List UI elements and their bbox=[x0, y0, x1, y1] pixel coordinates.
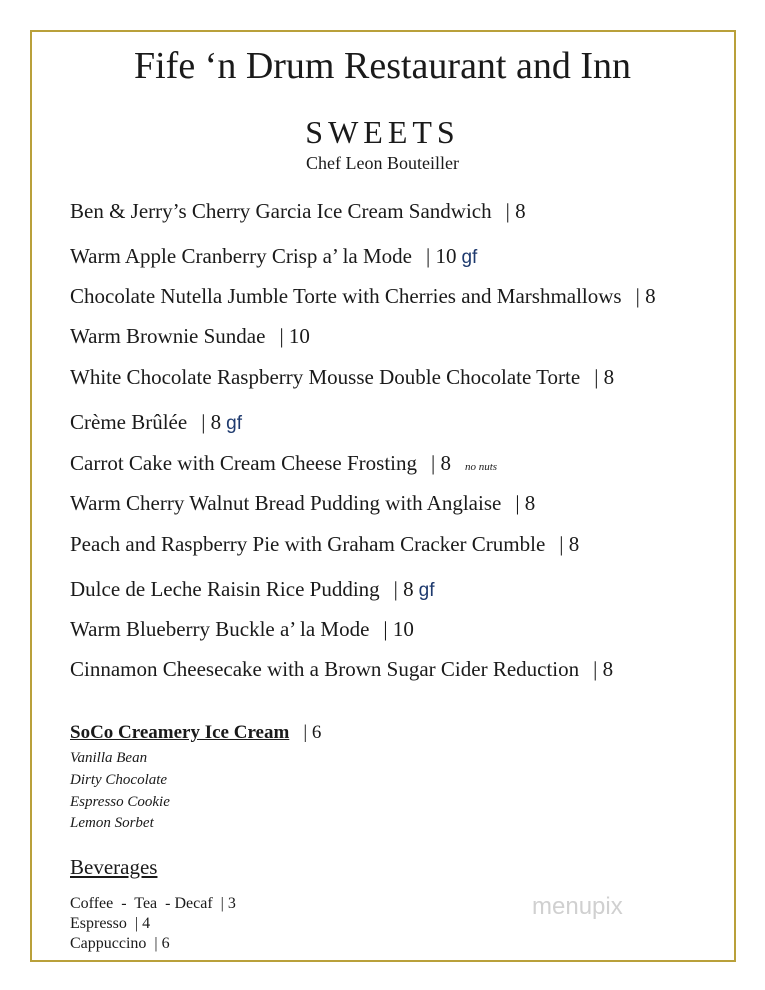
item-price: | 8 bbox=[393, 577, 414, 601]
flavor: Dirty Chocolate bbox=[70, 772, 168, 788]
item-name: Chocolate Nutella Jumble Torte with Cherries and Marshmallows bbox=[70, 284, 622, 308]
item-name: Crème Brûlée bbox=[70, 410, 188, 434]
item-name: Warm Blueberry Buckle a’ la Mode bbox=[70, 617, 370, 641]
menu-item bbox=[70, 244, 477, 269]
flavor: Vanilla Bean bbox=[70, 750, 148, 766]
section-heading: SWEETS bbox=[305, 114, 460, 150]
menu-item bbox=[70, 365, 614, 390]
item-name: Warm Apple Cranberry Crisp a’ la Mode bbox=[70, 244, 412, 268]
item-name: Dulce de Leche Raisin Rice Pudding bbox=[70, 577, 380, 601]
item-price: | 8 bbox=[594, 365, 615, 389]
flavor: Espresso Cookie bbox=[70, 794, 170, 810]
menu-item bbox=[70, 410, 242, 435]
item-price: | 8 bbox=[201, 410, 222, 434]
menu-item bbox=[70, 199, 526, 224]
gluten-free-tag: gf bbox=[418, 580, 435, 601]
item-price: | 10 bbox=[383, 617, 414, 641]
menu-item bbox=[70, 657, 613, 682]
gluten-free-tag: gf bbox=[461, 247, 478, 268]
item-price: | 10 bbox=[279, 324, 310, 348]
item-price: | 8 bbox=[515, 491, 536, 515]
item-price: | 8 bbox=[593, 657, 614, 681]
gluten-free-tag: gf bbox=[226, 413, 243, 434]
menu-item bbox=[70, 577, 435, 602]
item-price: | 8 bbox=[505, 199, 526, 223]
menu-item bbox=[70, 324, 310, 349]
item-name: Warm Brownie Sundae bbox=[70, 324, 266, 348]
ice-cream-heading bbox=[70, 722, 321, 744]
item-note: no nuts bbox=[464, 461, 498, 473]
item-price: | 8 bbox=[635, 284, 656, 308]
item-price: | 8 bbox=[431, 451, 451, 475]
restaurant-title: Fife ‘n Drum Restaurant and Inn bbox=[133, 45, 632, 87]
beverage-item: Coffee - Tea - Decaf | 3 bbox=[70, 895, 236, 912]
item-name: Warm Cherry Walnut Bread Pudding with Anglaise bbox=[70, 491, 502, 515]
item-name: White Chocolate Raspberry Mousse Double Chocolate Torte bbox=[70, 365, 581, 389]
menu-item bbox=[70, 491, 535, 516]
item-price: | 8 bbox=[559, 532, 580, 556]
menu-item bbox=[70, 451, 497, 476]
item-price: | 10 bbox=[426, 244, 457, 268]
watermark-logo: menupix bbox=[532, 893, 623, 920]
item-name: Ben & Jerry’s Cherry Garcia Ice Cream Sandwich bbox=[70, 199, 492, 223]
chef-name: Chef Leon Bouteiller bbox=[306, 153, 459, 173]
item-name: Peach and Raspberry Pie with Graham Cracker Crumble bbox=[70, 532, 546, 556]
item-name: Cinnamon Cheesecake with a Brown Sugar Cider Reduction bbox=[70, 657, 580, 681]
ice-cream-price: | 6 bbox=[303, 722, 322, 743]
ice-cream-title: SoCo Creamery Ice Cream bbox=[70, 722, 290, 743]
menu-item bbox=[70, 617, 414, 642]
menu-item bbox=[70, 532, 579, 557]
beverage-item: Cappuccino | 6 bbox=[70, 935, 170, 952]
item-name: Carrot Cake with Cream Cheese Frosting bbox=[70, 451, 418, 475]
flavor: Lemon Sorbet bbox=[70, 815, 154, 831]
menu-item bbox=[70, 284, 656, 309]
beverage-item: Espresso | 4 bbox=[70, 915, 151, 932]
beverages-heading: Beverages bbox=[70, 855, 158, 879]
